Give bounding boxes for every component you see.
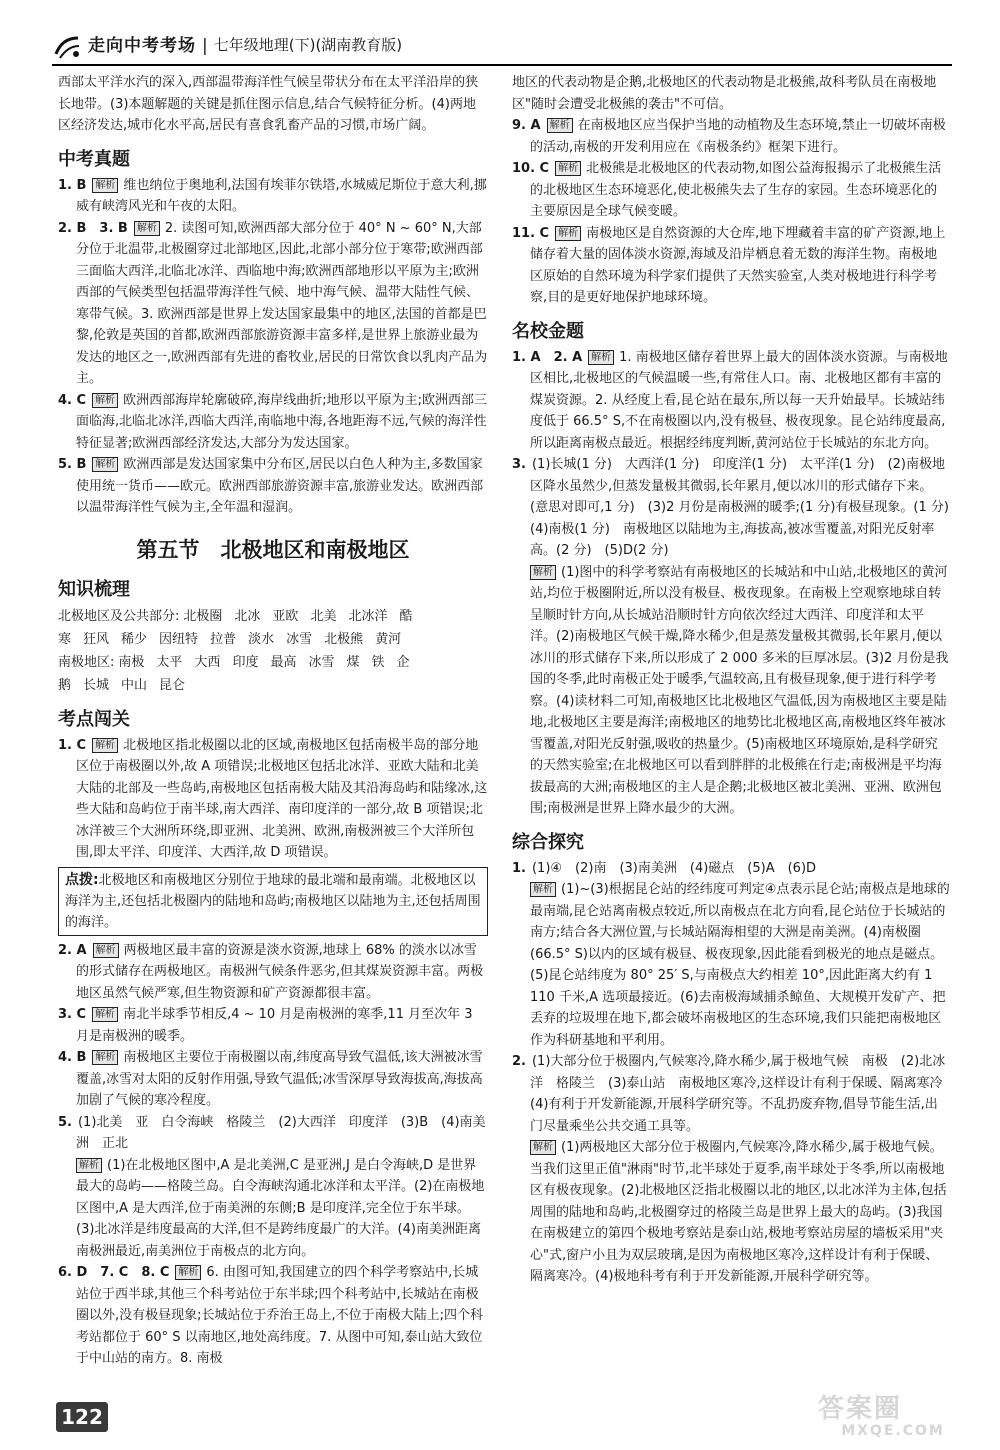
answer-item (512, 158, 950, 223)
analysis-tag: 解析 (92, 1050, 118, 1065)
zhongkao-answer-list (58, 175, 488, 519)
tip-label: 点拨: (65, 871, 99, 888)
answer-number: 11. C (512, 225, 550, 241)
keyword: 北极熊 (324, 631, 364, 647)
answer-number: 1. C (58, 737, 87, 753)
answer-number: 2. A (58, 942, 87, 958)
keyword: 淡水 (248, 631, 275, 647)
page-number: 122 (56, 1402, 108, 1432)
keyword: 北美 (310, 608, 337, 624)
answer-item (58, 940, 488, 1005)
answer-text: (1)北美 亚 白令海峡 格陵兰 (2)大西洋 印度洋 (3)B (4)南美洲 正北 (76, 1114, 486, 1151)
right-column (512, 72, 962, 1288)
answer-number: 3. C (58, 1007, 87, 1022)
page-header (52, 18, 952, 62)
answer-number: 1. B (58, 177, 87, 193)
answer-text: (1)图中的科学考察站有南极地区的长城站和中山站,北极地区的黄河站,均位于极圈附近,所以没有极昼、极夜现象。在南极上空观察地球自转呈顺时针方向,从长城站沿顺时针方向依次经过大西洋、印度洋和太平洋。(2)南极地区气候干燥,降水稀少,但是蒸发量极其微弱,长年累月,便以冰川的形式储存下来,所以形成了 2 000 多米的巨厚冰层。(3)2 月份是我国的冬季,此时南极正处于暖季,气温较高,且有极昼现象,便于进行科学考察。(4)读材料二可知,南极地区比北极地区气温低,因为南极地区主要是陆地,北极地区主要是海洋;南极地区的地势比北极地区高,南极地区终年被冰雪覆盖,对阳光反射强,吸收的热量少。(5)南极地区环境原始,是科学研究的天然实验室;在北极地区可以看到胖胖的北极熊在行走;南极洲是平均海拔最高的大洲;南极地区的主人是企鹅;北极地区被北美洲、亚洲、欧洲包围;南极洲是世界上降水最少的大洲。 (530, 564, 949, 816)
answer-number: 2. B 3. B (58, 220, 128, 236)
series-title: 走向中考考场 (88, 36, 196, 56)
intro-paragraph: 西部太平洋水汽的深入,西部温带海洋性气候呈带状分布在太平洋沿岸的狭长地带。(3)本题解题的关键是抓住图示信息,结合气候特征分析。(4)两地区经济发达,城市化水平高,居民有喜食乳畜产品的习惯,市场广阔。 (58, 75, 479, 133)
analysis-tag: 解析 (588, 350, 614, 365)
analysis-tag: 解析 (76, 1158, 102, 1173)
answer-text: 维也纳位于奥地利,法国有埃菲尔铁塔,水城威尼斯位于意大利,挪威有峡湾风光和午夜的太阳。 (76, 177, 487, 214)
answer-number: 3. (512, 457, 526, 472)
analysis-tag: 解析 (134, 221, 160, 236)
answer-text: 欧洲西部海岸轮廓破碎,海岸线曲折;地形以平原为主;欧洲西部三面临海,北临北冰洋,西临大西洋,南临地中海,各地距海不远,气候的海洋性特征显著;欧洲西部经济发达,大部分为发达国家。 (76, 392, 487, 451)
keyword: 印度 (232, 654, 259, 670)
keyword-row (58, 674, 488, 697)
answer-text: 6. 由图可知,我国建立的四个科学考察站中,长城站位于西半球,其他三个科考站位于东半球;四个科考站中,长城站在南极圈以外,没有极昼现象;长城站位于乔治王岛上,不位于南极大陆上;四个科考站都位于 60° S 以南地区,地处高纬度。7. 从图中可知,泰山站大致位于中山站的南方。8. 南极 (76, 1265, 484, 1366)
analysis-tag: 解析 (530, 882, 556, 897)
keyword: 稀少 (121, 631, 148, 647)
continued-paragraph: 地区的代表动物是企鹅,北极地区的代表动物是北极熊,故科考队员在南极地区"随时会遭受北极熊的袭击"不可信。 (512, 75, 937, 112)
answer-item (58, 1155, 488, 1263)
analysis-tag: 解析 (530, 565, 556, 580)
answer-item (58, 218, 488, 390)
answer-text: 2. 读图可知,欧洲西部大部分位于 40° N ~ 60° N,大部分位于北温带,北极圈穿过北部地区,因此,北部小部分位于寒带;欧洲西部三面临大西洋,北临北冰洋、西临地中海;欧洲西部地形以平原为主;欧洲西部的气候类型包括温带海洋性气候、地中海气候、温带大陆性气候、寒带气候。3. 欧洲西部是世界上发达国家最集中的地区,法国的首都是巴黎,伦敦是英国的首都,欧洲西部旅游资源丰富多样,是世界上旅游业最为发达的地区之一,欧洲西部有先进的畜牧业,居民的日常饮食以乳肉产品为主。 (76, 220, 488, 386)
answer-item (512, 347, 950, 455)
keyword: 南极 (118, 654, 145, 670)
answer-text: (1)大部分位于极圈内,气候寒冷,降水稀少,属于极地气候 南极 (2)北冰洋 格陵兰 (3)泰山站 南极地区寒冷,这样设计有利于保暖、隔离寒冷 (4)有利于开发新能源,开展科学研究等。不乱扔废弃物,倡导节能生活,出门尽量乘坐公共交通工具等。 (530, 1054, 956, 1134)
keyword: 北冰 (234, 608, 261, 624)
answer-item (512, 1051, 956, 1137)
answer-item (512, 879, 950, 1051)
answer-text: 1. 南极地区储存着世界上最大的固体淡水资源。与南极地区相比,北极地区的气候温暖一些,有常住人口。南、北极地区都有丰富的煤炭资源。2. 从经度上看,昆仑站在最东,所以每一天升始最早。长城站纬度低于 66.5° S,不在南极圈以内,没有极昼、极夜现象。昆仑站纬度最高,所以距离南极点最近。根据经纬度判断,黄河站位于长城站的东北方向。 (530, 349, 948, 451)
keyword-row (58, 628, 488, 651)
answer-number: 5. B (58, 457, 87, 472)
keyword: 大西 (194, 654, 221, 670)
keyword: 中山 (121, 677, 148, 693)
keyword-row (58, 605, 488, 628)
keyword: 亚欧 (272, 608, 299, 624)
tip-box (58, 867, 488, 936)
answer-number: 5. (58, 1114, 72, 1130)
keyword: 企 (396, 654, 410, 670)
tip-text: 北极地区和南极地区分别位于地球的最北端和最南端。北极地区以海洋为主,还包括北极圈内的陆地和岛屿;南极地区以陆地为主,还包括周围的海洋。 (65, 872, 481, 930)
keyword: 铁 (371, 654, 385, 670)
answer-number: 4. B (58, 1050, 87, 1065)
answer-text: (1)两极地区大部分位于极圈内,气候寒冷,降水稀少,属于极地气候。当我们这里正值"淋雨"时节,北半球处于夏季,南半球处于冬季,所以南极地区有极夜现象。(2)北极地区泛指北极圈以北的地区,以北冰洋为主体,包括周围的陆地和岛屿,北极圈穿过的格陵兰岛是世界上最大的岛屿。(3)我国在南极建立的第四个极地考察站是泰山站,极地考察站房屋的墙板采用"夹心"式,窗户小且为双层玻璃,是因为南极地区寒冷,这样设计有利于保暖、隔离寒冷。(4)极地科考有利于开发新能源,开展科学研究等。 (530, 1140, 947, 1284)
answer-text: 北极熊是北极地区的代表动物,如图公益海报揭示了北极熊生活的北极地区生态环境恶化,使北极熊失去了生存的家园。生态环境恶化的主要原因是全球气候变暖。 (530, 161, 942, 219)
answer-text: (1)④ (2)南 (3)南美洲 (4)磁点 (5)A (6)D (531, 860, 817, 876)
answer-number: 2. (512, 1054, 526, 1069)
analysis-tag: 解析 (92, 393, 118, 408)
answer-text: 欧洲西部是发达国家集中分布区,居民以白色人种为主,多数国家使用统一货币——欧元。欧洲西部旅游资源丰富,旅游业发达。欧洲西部以温带海洋性气候为主,全年温和湿润。 (76, 457, 484, 515)
watermark-url: MXQE.COM (841, 1423, 945, 1439)
answer-text: 南极地区是自然资源的大仓库,地下埋藏着丰富的矿产资源,地上储存着大量的固体淡水资源,海域及沿岸栖息着无数的海洋生物。南极地区原始的自然环境为科学家们提供了天然实验室,人类对极地进行科学考察,目的是更好地保护地球环境。 (530, 225, 946, 305)
chapter-title: 第五节 北极地区和南极地区 (136, 537, 410, 562)
answer-item (58, 1004, 488, 1047)
keyword: 黄河 (375, 631, 402, 647)
zonghe-answer-list (512, 858, 956, 1288)
section-heading-zonghe: 综合探究 (512, 831, 584, 853)
analysis-tag: 解析 (555, 161, 581, 176)
analysis-tag: 解析 (547, 118, 573, 133)
answer-item (512, 1137, 950, 1288)
knowledge-keyword-list (58, 605, 488, 697)
answer-item (58, 1262, 488, 1370)
section-heading-kaodian: 考点闯关 (58, 708, 130, 730)
answer-number: 9. A (512, 118, 541, 133)
keyword: 酷 (399, 608, 413, 624)
keyword: 冰雪 (286, 631, 313, 647)
answer-text: 南极地区主要位于南极圈以南,纬度高导致气温低,该大洲被冰雪覆盖,冰雪对太阳的反射作用强,导致气温低;冰雪深厚导致海拔高,海拔高加剧了气候的寒冷程度。 (76, 1050, 483, 1108)
watermark-logo-text: 答案圈 (818, 1394, 903, 1424)
keyword-row-label: 南极地区: (58, 654, 115, 670)
answer-text: 南北半球季节相反,4 ~ 10 月是南极洲的寒季,11 月至次年 3 月是南极洲的暖季。 (76, 1007, 473, 1044)
answer-number: 10. C (512, 161, 550, 176)
keyword: 煤 (346, 654, 360, 670)
kaodian-answer-list (58, 940, 488, 1370)
answer-text: (1)~(3)根据昆仑站的经纬度可判定④点表示昆仑站;南极点是地球的最南端,昆仑站离南极点较近,所以南极点在北方向看,昆仑站位于长城站的南方;结合各大洲位置,与长城站隔海相望的大洲是南美洲。(4)南极圈(66.5° S)以内的区域有极昼、极夜现象,因此能看到极光的地点是磁点。(5)昆仑站纬度为 80° 25′ S,与南极点大约相差 10°,因此距离大约有 1 110 千米,A 选项最接近。(6)去南极海域捕杀鲸鱼、大规模开发矿产、把丢弃的垃圾埋在地下,都会破坏南极地区的生态环境,我们只能把南极地区作为科研基地和平利用。 (530, 882, 950, 1048)
answer-text: (1)在北极地区图中,A 是北美洲,C 是亚洲,J 是白令海峡,D 是世界最大的岛屿——格陵兰岛。白令海峡沟通北冰洋和太平洋。(2)在南极地区图中,A 是大西洋,位于南美洲的东侧;B 是印度洋,完全位于东半球。(3)北冰洋是纬度最高的大洋,但不是跨纬度最广的大洋。(4)南美洲距离南极洲最近,南美洲位于南极点的北方向。 (76, 1157, 485, 1259)
answer-text: 在南极地区应当保护当地的动植物及生态环境,禁止一切破坏南极的活动,南极的开发利用应在《南极条约》框架下进行。 (530, 118, 946, 155)
answer-number: 1. A 2. A (512, 349, 583, 365)
answer-item (58, 390, 488, 455)
answer-number: 1. (512, 860, 526, 876)
keyword: 拉普 (210, 631, 237, 647)
answer-item (58, 454, 488, 519)
answer-item (512, 115, 950, 158)
section-heading-zhongkao: 中考真题 (58, 148, 130, 170)
answer-item (512, 858, 950, 880)
answer-number: 4. C (58, 392, 87, 408)
analysis-tag: 解析 (92, 738, 118, 753)
answer-item (58, 175, 488, 218)
answer-text: (1)长城(1 分) 大西洋(1 分) 印度洋(1 分) 太平洋(1 分) (2)南极地区降水虽然少,但蒸发量极其微弱,长年累月,便以冰川的形式储存下来。(意思对即可,1 分) (3)2 月份是南极洲的暖季;(1 分)有极昼现象。(1 分) (4)南极(1 分) 南极地区以陆地为主,海拔高,被冰雪覆盖,对阳光反射率高。(2 分) (5)D(2 分) (530, 457, 962, 558)
answer-text: 两极地区最丰富的资源是淡水资源,地球上 68% 的淡水以冰雪的形式储存在两极地区。南极洲气候条件恶劣,但其煤炭资源丰富。两极地区虽然气候严寒,但生物资源和矿产资源都很丰富。 (76, 942, 484, 1001)
right-answer-list (512, 115, 950, 309)
analysis-tag: 解析 (555, 226, 581, 241)
answer-item (58, 1047, 488, 1112)
keyword: 昆仑 (159, 677, 186, 693)
keyword: 寒 (58, 631, 72, 647)
mingxiao-answer-list (512, 347, 962, 820)
keyword: 北冰洋 (348, 608, 388, 624)
keyword: 长城 (83, 677, 110, 693)
answer-text: 北极地区指北极圈以北的区域,南极地区包括南极半岛的部分地区位于南极圈以外,故 A 项错误;北极地区包括北冰洋、亚欧大陆和北美大陆的北部及一些岛屿,南极地区包括南极大陆及其沿海岛屿和陆缘冰,这些大陆和岛屿位于南半球,南大西洋、南印度洋的一部分,故 B 项错误;北冰洋被三个大洲所环绕,即亚洲、北美洲、欧洲,南极洲被三个大洋所包围,即太平洋、印度洋、大西洋,故 D 项错误。 (76, 737, 488, 860)
analysis-tag: 解析 (530, 1140, 556, 1155)
section-heading-mingxiao: 名校金题 (512, 320, 584, 342)
header-separator: | (202, 36, 208, 56)
keyword: 冰雪 (308, 654, 335, 670)
analysis-tag: 解析 (175, 1265, 201, 1280)
analysis-tag: 解析 (92, 1007, 118, 1022)
analysis-tag: 解析 (92, 178, 118, 193)
keyword-row (58, 651, 488, 674)
keyword: 北极圈 (183, 608, 223, 624)
left-column (58, 72, 488, 1370)
book-subtitle: 七年级地理(下)(湖南教育版) (213, 36, 403, 54)
brand-logo-icon (52, 32, 82, 62)
keyword: 因纽特 (159, 631, 199, 647)
answer-item (58, 735, 488, 864)
header-rule (52, 64, 952, 66)
analysis-tag: 解析 (92, 457, 118, 472)
analysis-tag: 解析 (93, 943, 119, 958)
answer-number: 6. D 7. C 8. C (58, 1265, 170, 1280)
keyword-row-label: 北极地区及公共部分: (58, 608, 180, 624)
answer-item (512, 223, 950, 309)
answer-item (58, 1112, 488, 1155)
site-watermark (818, 1396, 968, 1442)
answer-item (512, 562, 950, 820)
section-heading-zhishi: 知识梳理 (58, 578, 130, 600)
keyword: 狂风 (83, 631, 110, 647)
keyword: 太平 (156, 654, 183, 670)
keyword: 最高 (270, 654, 297, 670)
answer-item (512, 454, 962, 562)
keyword: 鹅 (58, 677, 72, 693)
